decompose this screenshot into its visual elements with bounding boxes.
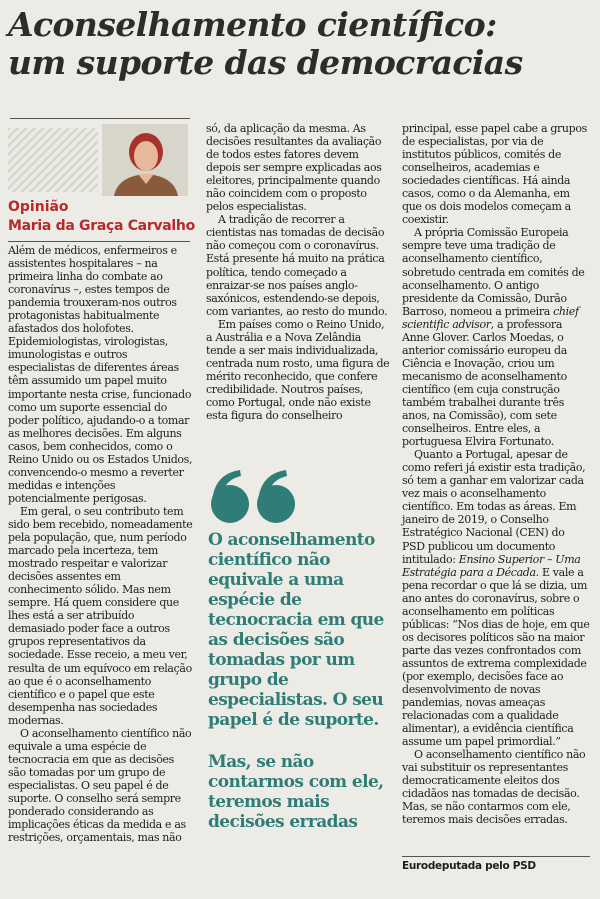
- text-run: Em alguns casos, bem conhecidos, como o Reino Unido ou os Estados Unidos, convencendo-o mesmo a reverter medidas e intenções potencialmente perigosas.: [8, 426, 193, 505]
- author-photo: [102, 124, 188, 196]
- text-run: . E vale a pena recordar o que lá se dizia, um ano antes do coronavírus, sobre o aconselhamento em políticas públicas: “Nos dias de hoje, em que os decisores políticos são na maior parte das vezes confrontados com assuntos de extrema complexidade (por exemplo, decisões face ao desenvolvimento de novas pandemias, novas ameaças relacionadas com a qualidade alimentar), a evidência científica assume um papel primordial.”: [402, 565, 590, 749]
- text-run: Quanto a Portugal, apesar de como referi já existir esta tradição, só tem a ganhar em valorizar cada vez mais o aconselhamento científico. Em todas as áreas. Em janeiro de 2019, o Conselho Estratégico Nacional (CEN) do PSD publicou um documento intitulado:: [402, 448, 586, 566]
- pull-quote: O aconselhamento científico não equivale a uma espécie de tecnocracia em que as decisões são tomadas por um grupo de especialistas. O seu papel é de suporte.: [208, 530, 384, 730]
- text-run: A própria Comissão Europeia sempre teve uma tradição de aconselhamento científico, sobretudo centrada em comités de aconselhamento. O antigo presidente da Comissão, Durão Barroso, nomeou a primeira: [402, 226, 585, 318]
- headline-line-2: um suporte das democracias: [8, 43, 523, 82]
- headline: [8, 6, 592, 82]
- paragraph: Em países como o Reino Unido, a Austrália e a Nova Zelândia tende a ser mais individualizada, centrada num rosto, uma figura de mérito reconhecido, que confere credibilidade. Noutros países, como Portugal, onde não existe esta figura do conselheiro: [206, 317, 390, 423]
- byline-rule: [8, 241, 190, 242]
- paragraph: [402, 448, 590, 748]
- top-rule: [10, 118, 190, 119]
- column-2: [206, 122, 392, 422]
- italic-text: Ensino Superior – Uma Estratégia para a Década: [402, 552, 581, 579]
- signature-rule: [402, 856, 590, 857]
- paragraph: A tradição de recorrer a cientistas nas tomadas de decisão não começou com o coronavírus. Está presente há muito na prática política, tendo começado a enraizar-se nos países anglo-saxónicos, estendendo-se depois, com variantes, ao resto do mundo.: [206, 213, 388, 318]
- open-quote-icon: [206, 466, 302, 524]
- text-run: Epidemiologistas, virologistas, imunologistas e outros especialistas de diferentes áreas têm assumido um papel muito importante nesta crise, funcionado como um suporte essencial do poder político, ajudando-o a tomar as melhores decisões.: [8, 335, 192, 440]
- pull-quote-secondary: Mas, se não contarmos com ele, teremos mais decisões erradas: [208, 752, 384, 832]
- text-run: Além de médicos, enfermeiros e assistentes hospitalares – na primeira linha do combate ao coronavírus –, estes tempos de pandemia trouxeram-nos outros protagonistas habitualmente afastados dos holofotes.: [8, 244, 177, 336]
- section-label: Opinião: [8, 199, 69, 215]
- paragraph: principal, esse papel cabe a grupos de especialistas, por via de institutos públicos, comités de conselheiros, academias e sociedades científicas. Há ainda casos, como o da Alemanha, em que os dois modelos começam a coexistir.: [402, 122, 587, 227]
- paragraph: Em geral, o seu contributo tem sido bem recebido, nomeadamente pela população, que, num período marcado pela incerteza, tem mostrado respeitar e valorizar decisões assentes em conhecimento sólido. Mas nem sempre. Há quem considere que lhes está a ser atribuído demasiado poder face a outros grupos representativos da sociedade. Esse receio, a meu ver, resulta de um equívoco em relação ao que é o aconselhamento científico e o papel que este desempenha nas sociedades modernas.: [8, 504, 193, 727]
- column-1: [8, 244, 194, 844]
- decorative-hatch: [8, 128, 98, 192]
- author-byline: Maria da Graça Carvalho: [8, 218, 195, 234]
- headline-line-1: Aconselhamento científico:: [8, 5, 497, 44]
- text-run: , a professora Anne Glover. Carlos Moedas, o anterior comissário europeu da Ciência e Inovação, criou um mecanismo de aconselhamento científico (em cuja construção também trabalhei durante três anos, na Comissão), com sete conselheiros. Entre eles, a portuguesa Elvira Fortunato.: [402, 317, 567, 449]
- paragraph: [402, 226, 590, 448]
- paragraph: O aconselhamento científico não vai substituir os representantes democraticamente eleitos dos cidadãos nas tomadas de decisão. Mas, se não contarmos com ele, teremos mais decisões erradas.: [402, 748, 586, 827]
- paragraph: só, da aplicação da mesma. As decisões resultantes da avaliação de todos estes fatores devem depois ser sempre explicadas aos eleitores, principalmente quando não coincidem com o proposto pelos especialistas.: [206, 122, 382, 214]
- author-role: Eurodeputada pelo PSD: [402, 860, 536, 872]
- paragraph: O aconselhamento científico não equivale a uma espécie de tecnocracia em que as decisões são tomadas por um grupo de especialistas. O seu papel é de suporte. O conselho será sempre ponderado considerando as implicações éticas da medida e as restrições, orçamentais, mas não: [8, 726, 192, 845]
- italic-text: chief scientific advisor: [402, 304, 579, 331]
- column-3: [402, 122, 590, 827]
- paragraph: [8, 244, 194, 505]
